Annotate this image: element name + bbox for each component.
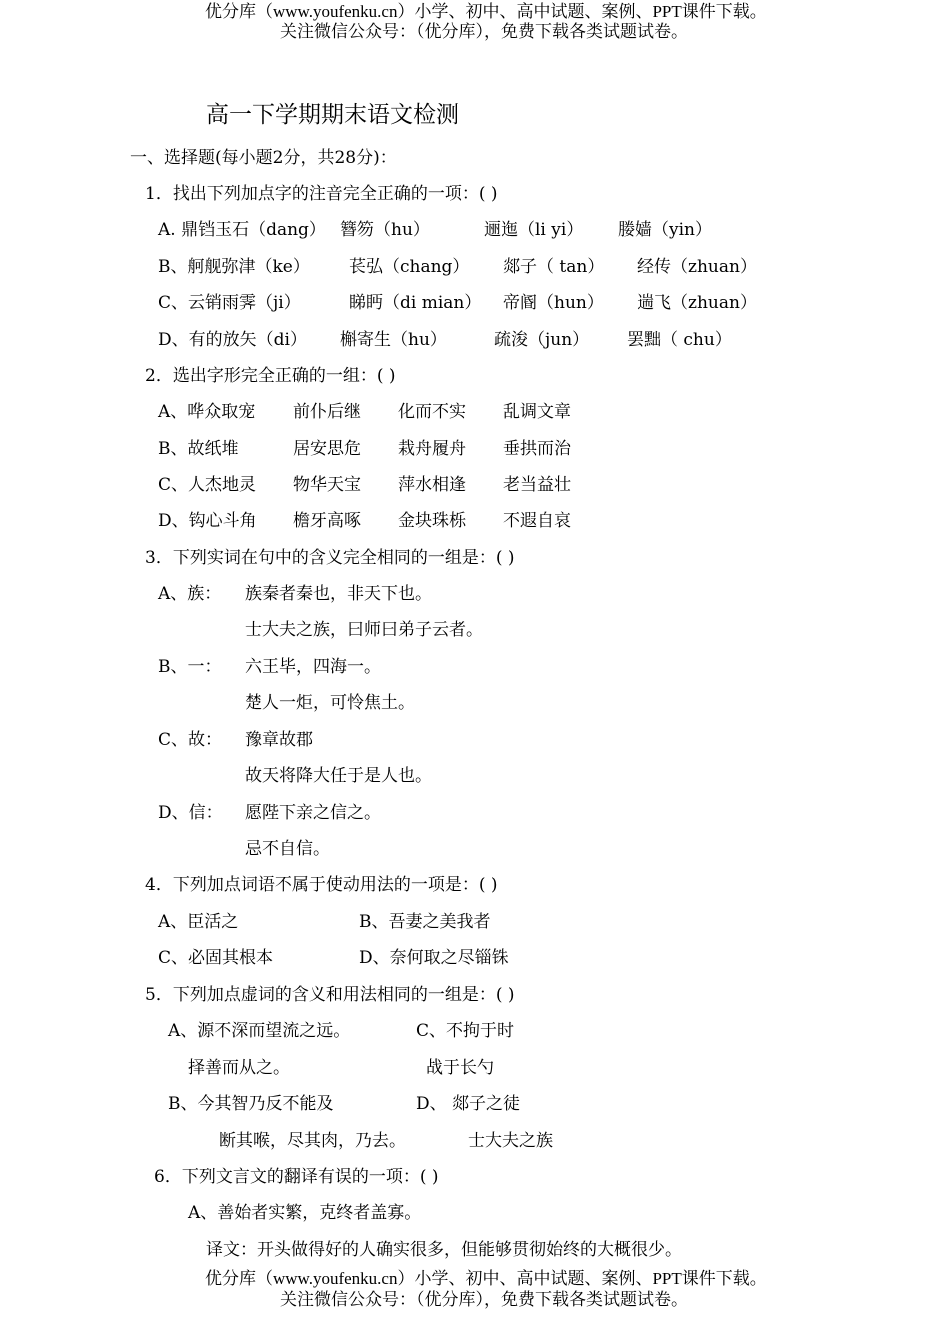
q5-option-d-2: 士大夫之族 bbox=[468, 1131, 553, 1151]
page-title: 高一下学期期末语文检测 bbox=[206, 102, 459, 128]
q1-option-d-4: 罢黜（ chu） bbox=[627, 330, 732, 350]
q1-option-a-4: 媵嫱（yin） bbox=[618, 220, 712, 240]
q2-option-a-3: 化而不实 bbox=[398, 402, 466, 422]
q2-option-c-4: 老当益壮 bbox=[503, 475, 571, 495]
q2-option-d-3: 金块珠栎 bbox=[398, 511, 466, 531]
q1-option-b-2: 苌弘（chang） bbox=[349, 257, 470, 277]
q1-option-b-4: 经传（zhuan） bbox=[637, 257, 757, 277]
q2-stem: 2．选出字形完全正确的一组：( ) bbox=[145, 366, 396, 386]
q3-option-b-sentence-1: 六王毕，四海一。 bbox=[245, 657, 381, 677]
footer-line-2: 关注微信公众号：（优分库），免费下载各类试题试卷。 bbox=[280, 1290, 688, 1309]
footer-line-1: 优分库（www.youfenku.cn）小学、初中、高中试题、案例、PPT课件下载。 bbox=[205, 1269, 767, 1288]
q5-option-a-2: 择善而从之。 bbox=[188, 1058, 290, 1078]
q5-stem: 5．下列加点虚词的含义和用法相同的一组是：( ) bbox=[145, 985, 515, 1005]
q3-option-d-sentence-1: 愿陛下亲之信之。 bbox=[245, 803, 381, 823]
q5-option-c-1: C、不拘于时 bbox=[416, 1021, 515, 1041]
q2-option-b-4: 垂拱而治 bbox=[503, 439, 571, 459]
q2-option-b-3: 栽舟履舟 bbox=[398, 439, 466, 459]
q2-option-c-2: 物华天宝 bbox=[293, 475, 361, 495]
q1-option-c-4: 遄飞（zhuan） bbox=[637, 293, 757, 313]
q1-option-a-2: 簪笏（hu） bbox=[340, 220, 430, 240]
q5-option-a-1: A、源不深而望流之远。 bbox=[168, 1021, 351, 1041]
q1-option-a-3: 逦迤（li yi） bbox=[484, 220, 584, 240]
q3-option-d-label: D、信： bbox=[158, 803, 223, 823]
q4-option-c: C、必固其根本 bbox=[158, 948, 274, 968]
q4-option-a: A、臣活之 bbox=[158, 912, 239, 932]
q2-option-a-4: 乱调文章 bbox=[503, 402, 571, 422]
q2-option-b-1: B、故纸堆 bbox=[158, 439, 239, 459]
q1-option-c-3: 帝阍（hun） bbox=[503, 293, 604, 313]
q1-option-d-3: 疏浚（jun） bbox=[494, 330, 590, 350]
q2-option-b-2: 居安思危 bbox=[293, 439, 361, 459]
q2-option-c-1: C、人杰地灵 bbox=[158, 475, 257, 495]
q3-option-c-sentence-1: 豫章故郡 bbox=[245, 730, 313, 750]
q1-option-d-1: D、有的放矢（di） bbox=[158, 330, 307, 350]
q6-stem: 6．下列文言文的翻译有误的一项：( ) bbox=[154, 1167, 439, 1187]
header-line-2: 关注微信公众号：（优分库），免费下载各类试题试卷。 bbox=[280, 22, 688, 41]
q4-option-b: B、吾妻之美我者 bbox=[359, 912, 491, 932]
q3-option-d-sentence-2: 忌不自信。 bbox=[245, 839, 330, 859]
q1-option-c-1: C、云销雨霁（ji） bbox=[158, 293, 301, 313]
section-heading: 一、选择题(每小题2分，共28分)： bbox=[130, 148, 397, 168]
q5-option-c-2: 战于长勺 bbox=[426, 1058, 494, 1078]
q2-option-d-4: 不遐自哀 bbox=[503, 511, 571, 531]
q1-option-b-1: B、舸舰弥津（ke） bbox=[158, 257, 310, 277]
q3-option-a-sentence-1: 族秦者秦也，非天下也。 bbox=[245, 584, 432, 604]
q3-option-b-label: B、一： bbox=[158, 657, 222, 677]
q6-option-a-translation: 译文：开头做得好的人确实很多，但能够贯彻始终的大概很少。 bbox=[206, 1240, 682, 1260]
q3-stem: 3．下列实词在句中的含义完全相同的一组是：( ) bbox=[145, 548, 515, 568]
q2-option-a-1: A、哗众取宠 bbox=[158, 402, 256, 422]
q1-option-a-1: A. 鼎铛玉石（dang） bbox=[158, 220, 326, 240]
q5-option-d-1: D、 郯子之徒 bbox=[416, 1094, 521, 1114]
q5-option-b-1: B、今其智乃反不能及 bbox=[168, 1094, 334, 1114]
q2-option-c-3: 萍水相逢 bbox=[398, 475, 466, 495]
q5-option-b-2: 断其喉，尽其肉，乃去。 bbox=[219, 1131, 406, 1151]
q1-option-b-3: 郯子（ tan） bbox=[503, 257, 605, 277]
q3-option-c-sentence-2: 故天将降大任于是人也。 bbox=[245, 766, 432, 786]
q6-option-a: A、善始者实繁，克终者盖寡。 bbox=[188, 1203, 422, 1223]
q1-option-c-2: 睇眄（di mian） bbox=[349, 293, 482, 313]
q1-option-d-2: 槲寄生（hu） bbox=[340, 330, 447, 350]
q2-option-d-1: D、钩心斗角 bbox=[158, 511, 257, 531]
q2-option-d-2: 檐牙高啄 bbox=[293, 511, 361, 531]
q1-stem: 1．找出下列加点字的注音完全正确的一项：( ) bbox=[145, 184, 498, 204]
q2-option-a-2: 前仆后继 bbox=[293, 402, 361, 422]
q3-option-b-sentence-2: 楚人一炬，可怜焦土。 bbox=[245, 693, 415, 713]
q3-option-a-label: A、族： bbox=[158, 584, 222, 604]
q3-option-c-label: C、故： bbox=[158, 730, 223, 750]
q4-stem: 4．下列加点词语不属于使动用法的一项是：( ) bbox=[145, 875, 498, 895]
q3-option-a-sentence-2: 士大夫之族，曰师曰弟子云者。 bbox=[245, 620, 483, 640]
q4-option-d: D、奈何取之尽锱铢 bbox=[359, 948, 509, 968]
header-line-1: 优分库（www.youfenku.cn）小学、初中、高中试题、案例、PPT课件下载。 bbox=[205, 2, 767, 21]
